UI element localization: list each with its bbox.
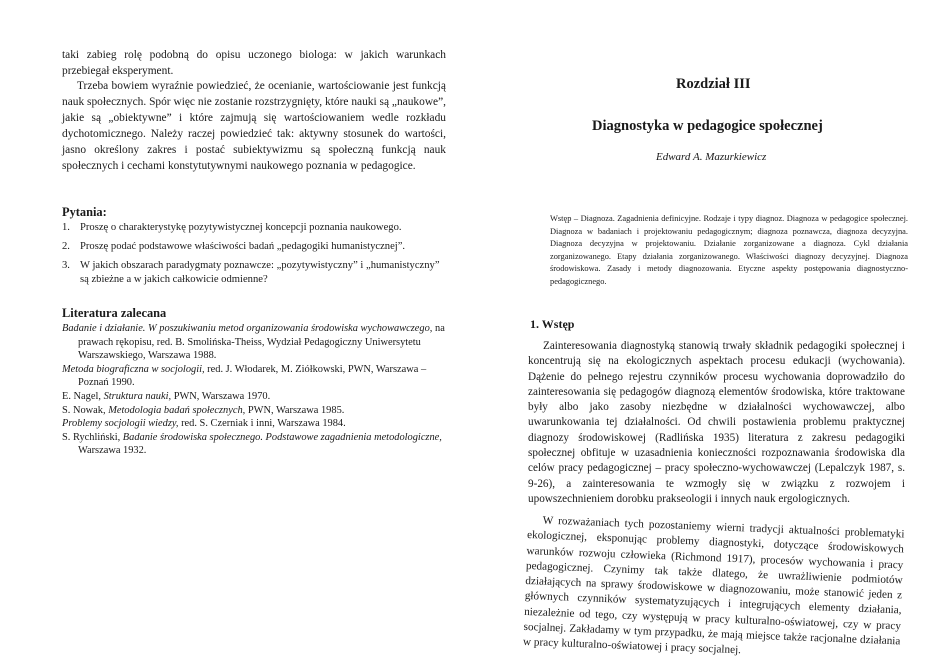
chapter-title: Diagnostyka w pedagogice społecznej bbox=[592, 118, 823, 134]
question-number: 1. bbox=[62, 222, 70, 233]
question-number: 2. bbox=[62, 241, 70, 252]
literature-entry bbox=[62, 417, 448, 431]
question-number: 3. bbox=[62, 260, 70, 271]
questions-list bbox=[62, 221, 446, 292]
literature-list bbox=[62, 322, 448, 458]
chapter-author: Edward A. Mazurkiewicz bbox=[656, 151, 767, 163]
literature-title: Problemy socjologii wiedzy, bbox=[62, 418, 179, 430]
question-item bbox=[62, 221, 446, 235]
question-text: W jakich obszarach paradygmaty poznawcze: „pozytywistyczny” i „humanistyczny” są zbieżne a w jakich całkowicie odmienne? bbox=[80, 260, 440, 285]
section-heading-intro: 1. Wstęp bbox=[530, 317, 575, 331]
literature-details: red. J. Włodarek, M. Ziółkowski, PWN, Warszawa – Poznań 1990. bbox=[78, 363, 427, 389]
chapter-abstract: Wstęp – Diagnoza. Zagadnienia definicyjne. Rodzaje i typy diagnoz. Diagnoza w pedagogice społecznej. Diagnoza w badaniach i projektowaniu pedagogicznym; diagnoza poznawcza, diagnoza decyzyjna. Diagnoza decyzyjna w projektowaniu. Działanie zorganizowane a diagnoza. Cykl działania zorganizowanego. Etapy działania zorganizowanego. Właściwości diagnozy decyzyjnej. Diagnoza środowiskowa. Zasady i metody diagnozowania. Etyczne aspekty postępowania diagnostyczno-pedagogicznego. bbox=[550, 214, 908, 286]
body-paragraph-2: W rozważaniach tych pozostaniemy wierni tradycji aktualności problematyki ekologicznej, eksponując problemy diagnostyki, dotyczące środowiskowych warunków rozwoju człowieka (Richmond 1917), procesów wychowania i pracy pedagogicznej. Czynimy tak także dlatego, że uwrażliwienie podmiotów działających na sprawy środowiskowe w diagnozowaniu, może stanowić jeden z głównych czynników systematyzujących i integrujących elementy działania, niezależnie od tego, czy występują w pracy kulturalno-oświatowej, czy w pracy socjalnej. Zakładamy w tym przypadku, że mają miejsce także racjonalne działania w pracy kulturalno-oświatowej i pracy socjalnej. bbox=[522, 514, 905, 657]
paragraph-main: Trzeba bowiem wyraźnie powiedzieć, że ocenianie, wartościowanie jest funkcją nauk społecznych. Spór więc nie zostanie rozstrzygnięty, które nauki są „naukowe”, jakie są „obiektywne” i które zajmują się wartościowaniem wedle rozkładu dychotomicznego. Należy raczej powiedzieć tak: aktywny stosunek do wartości, jasno określony zakres i postać subiektywizmu są społeczną funkcją nauk społecznych i cechami konstytutywnymi naukowego poznania w pedagogice. bbox=[62, 80, 446, 173]
left-page bbox=[0, 0, 470, 670]
literature-author: S. Rychliński, bbox=[62, 431, 123, 443]
chapter-number: Rozdział III bbox=[676, 76, 751, 92]
literature-title: Metodologia badań społecznych, bbox=[108, 404, 246, 416]
paragraph-intro: taki zabieg rolę podobną do opisu uczonego biologa: w jakich warunkach przebiegał eksperyment. bbox=[62, 49, 446, 78]
literature-author: S. Nowak, bbox=[62, 404, 109, 416]
literature-entry bbox=[62, 363, 448, 390]
questions-heading: Pytania: bbox=[62, 205, 107, 219]
literature-entry bbox=[62, 390, 448, 404]
question-text: Proszę podać podstawowe właściwości badań „pedagogiki humanistycznej”. bbox=[80, 241, 406, 252]
literature-title: Metoda biograficzna w socjologii, bbox=[62, 363, 205, 375]
literature-title: Struktura nauki, bbox=[103, 390, 172, 402]
literature-title: Badanie środowiska społecznego. Podstawowe zagadnienia metodologiczne, bbox=[122, 431, 442, 443]
literature-entry bbox=[62, 404, 448, 418]
body-paragraph-1: Zainteresowania diagnostyką stanowią trwały składnik pedagogiki społecznej i koncentrują się na ekologicznych aspektach procesu edukacji (wychowania). Dążenie do pełnego rejestru czynników procesu wychowania doprowadziło do zainteresowania się pedagogów diagnozą elementów środowiska, które traktowane były albo jako zasoby niezbędne w działalności wychowawczej, albo uwarunkowania tej działalności. Od chwili postawienia problemu praktycznej diagnozy środowiskowej (Radlińska 1935) literatura z zakresu pedagogiki społecznej obfituje w uzasadnienia konieczności rozpoznawania środowiska dla celów pracy pedagogicznej – pracy społeczno-wychowawczej (Lepalczyk 1987, s. 9-26), a zainteresowania te wzmogły się w związku z rozwojem i upowszechnieniem dorobku prakseologii i innych nauk ergologicznych. bbox=[528, 340, 905, 505]
literature-entry bbox=[62, 431, 448, 458]
question-item bbox=[62, 259, 446, 287]
literature-details: red. S. Czerniak i inni, Warszawa 1984. bbox=[178, 418, 346, 430]
question-text: Proszę o charakterystykę pozytywistycznej koncepcji poznania naukowego. bbox=[80, 222, 402, 233]
literature-heading: Literatura zalecana bbox=[62, 306, 167, 320]
literature-entry bbox=[62, 322, 448, 363]
right-page bbox=[470, 0, 947, 670]
literature-details: PWN, Warszawa 1985. bbox=[245, 404, 345, 416]
literature-details: na prawach rękopisu, red. B. Smolińska-Theiss, Wydział Pedagogiczny Uniwersytetu Warszawskiego, Warszawa 1988. bbox=[78, 323, 445, 362]
literature-title: Badanie i działanie. W poszukiwaniu metod organizowania środowiska wychowawczego, bbox=[62, 323, 433, 334]
literature-author: E. Nagel, bbox=[62, 390, 104, 402]
question-item bbox=[62, 240, 446, 254]
literature-details: Warszawa 1932. bbox=[78, 445, 147, 457]
literature-details: PWN, Warszawa 1970. bbox=[171, 390, 271, 402]
